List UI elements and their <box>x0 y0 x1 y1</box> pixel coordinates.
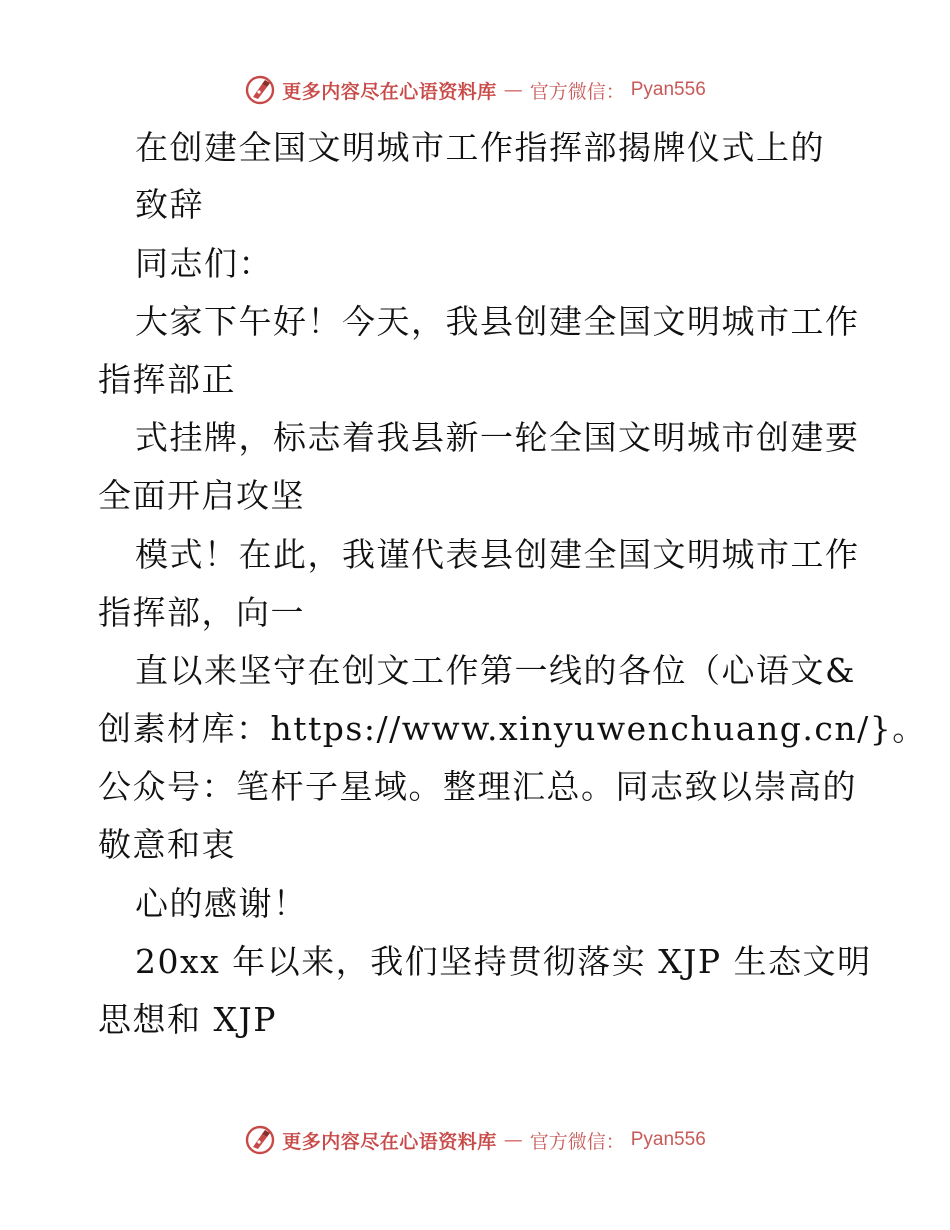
paragraph-line: 直以来坚守在创文工作第一线的各位（心语文& <box>135 651 856 690</box>
banner-brand-text: 更多内容尽在心语资料库 <box>282 1130 497 1153</box>
banner-wechat-id: Pyan556 <box>630 1129 706 1150</box>
fountain-pen-logo-icon <box>244 1124 276 1156</box>
banner-brand-text: 更多内容尽在心语资料库 <box>282 80 497 103</box>
paragraph-line: 心的感谢！ <box>135 884 308 923</box>
banner-wechat-label: 官方微信： <box>529 80 625 103</box>
banner-dash: — <box>503 79 523 101</box>
document-title-line: 在创建全国文明城市工作指挥部揭牌仪式上的 <box>135 128 825 167</box>
document-title-line: 致辞 <box>135 185 204 224</box>
paragraph-line: 公众号：笔杆子星域。整理汇总。同志致以崇高的 <box>98 767 857 806</box>
banner-wechat-label: 官方微信： <box>529 1130 625 1153</box>
banner-dash: — <box>503 1129 523 1151</box>
footer-banner <box>0 1120 950 1160</box>
paragraph-line: 指挥部正 <box>98 360 236 399</box>
paragraph-line: 创素材库：https://www.xinyuwenchuang.cn/}。 <box>98 709 927 748</box>
header-banner <box>0 70 950 110</box>
paragraph-line: 全面开启攻坚 <box>98 476 305 515</box>
paragraph-line: 思想和 XJP <box>98 1000 277 1039</box>
salutation: 同志们： <box>135 244 273 283</box>
banner-wechat-id: Pyan556 <box>630 79 706 100</box>
paragraph-line: 20xx 年以来，我们坚持贯彻落实 XJP 生态文明 <box>135 942 872 981</box>
paragraph-line: 大家下午好！今天，我县创建全国文明城市工作 <box>135 302 860 341</box>
paragraph-line: 式挂牌，标志着我县新一轮全国文明城市创建要 <box>135 418 860 457</box>
paragraph-line: 模式！在此，我谨代表县创建全国文明城市工作 <box>135 535 860 574</box>
paragraph-line: 指挥部，向一 <box>98 593 305 632</box>
fountain-pen-logo-icon <box>244 74 276 106</box>
paragraph-line: 敬意和衷 <box>98 825 236 864</box>
